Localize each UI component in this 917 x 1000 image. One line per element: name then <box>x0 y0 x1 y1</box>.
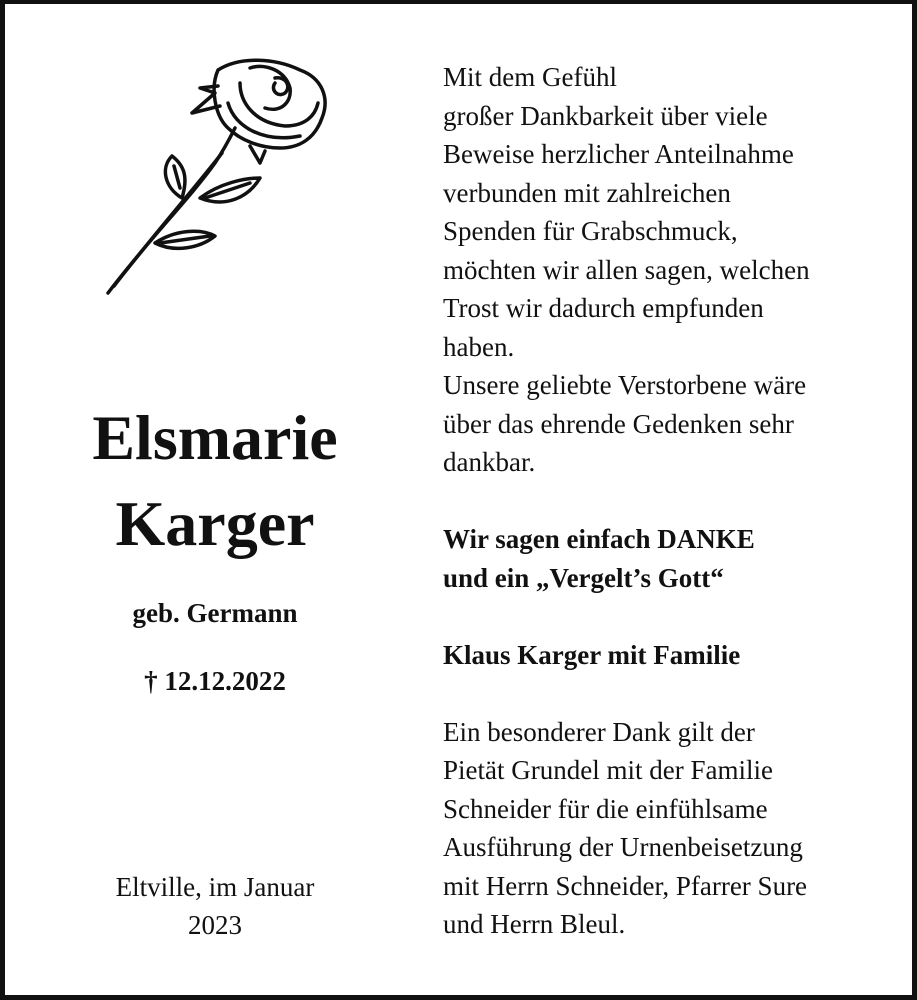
text-line: Pietät Grundel mit der Familie <box>443 755 773 785</box>
text-line: Spenden für Grabschmuck, <box>443 216 738 246</box>
text-line: großer Dankbarkeit über viele <box>443 100 768 131</box>
thanks-line: Wir sagen einfach DANKE <box>443 524 755 554</box>
text-line: mit Herrn Schneider, Pfarrer Sure <box>443 870 808 901</box>
rose-illustration-icon <box>100 48 340 298</box>
deceased-first-name <box>60 402 370 473</box>
spacer <box>443 597 810 636</box>
text-line: Ein besonderer Dank gilt der <box>443 716 755 747</box>
year-line: 2023 <box>188 910 242 940</box>
text-line: dankbar. <box>443 447 536 477</box>
place-date <box>60 868 370 944</box>
text-line: Trost wir dadurch empfunden <box>443 293 764 323</box>
last-name: Karger <box>115 488 315 559</box>
thank-you-text <box>443 58 810 944</box>
thanks-line: und ein „Vergelt’s Gott“ <box>443 562 724 593</box>
text-line: über das ehrende Gedenken sehr <box>443 408 794 439</box>
place-line: Eltville, im Januar <box>115 872 315 902</box>
text-line: Mit dem Gefühl <box>443 62 617 92</box>
text-line: möchten wir allen sagen, welchen <box>443 254 810 285</box>
text-line: Schneider für die einfühlsame <box>443 793 768 824</box>
signature: Klaus Karger mit Familie <box>443 639 741 670</box>
text-line: und Herrn Bleul. <box>443 909 626 939</box>
death-date: † 12.12.2022 <box>144 666 286 696</box>
text-line: haben. <box>443 331 515 362</box>
maiden-name: geb. Germann <box>132 598 298 628</box>
spacer <box>443 482 810 521</box>
text-line: Unsere geliebte Verstorbene wäre <box>443 370 807 400</box>
deceased-last-name <box>60 488 370 559</box>
text-line: Ausführung der Urnenbeisetzung <box>443 832 803 862</box>
spacer <box>443 674 810 713</box>
text-line: Beweise herzlicher Anteilnahme <box>443 139 794 169</box>
first-name: Elsmarie <box>92 402 338 473</box>
text-line: verbunden mit zahlreichen <box>443 177 731 208</box>
